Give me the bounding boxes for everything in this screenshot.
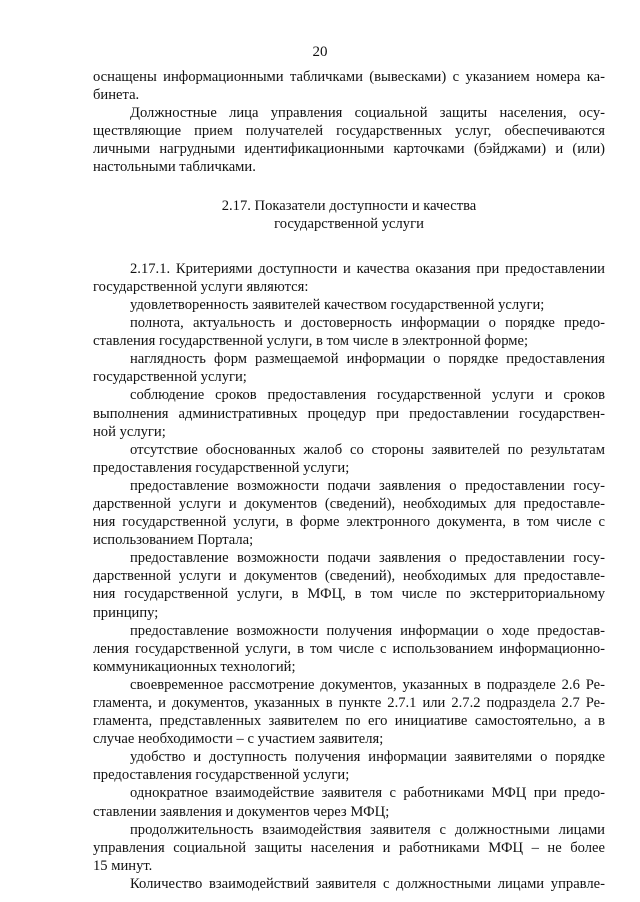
text-line: соблюдение сроков предоставления государственной услуги и сроков	[130, 387, 605, 404]
text-line: предоставления государственной услуги;	[93, 767, 350, 784]
list-item	[93, 386, 605, 440]
list-item	[93, 314, 605, 350]
text-line: предоставления государственной услуги;	[93, 459, 350, 476]
text-line: предоставление возможности подачи заявления о предоставлении госу-	[130, 550, 605, 567]
heading-line: 2.17. Показатели доступности и качества	[221, 197, 477, 214]
text-line: однократное взаимодействие заявителя с работниками МФЦ при предо-	[130, 785, 605, 802]
text-line: настольными табличками.	[93, 159, 256, 176]
page-number: 20	[312, 44, 328, 60]
list-item	[93, 821, 605, 875]
text-line: выполнения административных процедур при предоставлении государствен-	[93, 405, 605, 422]
text-line: ществляющие прием получателей государственных услуг, обеспечиваются	[93, 123, 605, 140]
text-line: дарственной услуги и документов (сведений), необходимых для предоставле-	[93, 568, 605, 585]
text-line: принципу;	[93, 604, 159, 621]
list-item	[93, 477, 605, 549]
text-line: государственной услуги являются:	[93, 278, 309, 295]
text-line: полнота, актуальность и достоверность информации о порядке предо-	[130, 315, 605, 332]
text-line: отсутствие обоснованных жалоб со стороны заявителей по результатам	[130, 441, 605, 458]
heading-line: государственной услуги	[274, 215, 424, 232]
text-line: случае необходимости – с участием заявителя;	[93, 731, 384, 748]
text-line: использованием Портала;	[93, 532, 254, 549]
text-line: 15 минут.	[93, 857, 153, 874]
list-item	[93, 784, 605, 820]
paragraph	[93, 68, 605, 104]
list-item	[93, 622, 605, 676]
list-item	[93, 441, 605, 477]
text-line: ной услуги;	[93, 423, 166, 440]
paragraph	[93, 260, 605, 296]
text-line: удобство и доступность получения информации заявителями о порядке	[130, 749, 605, 766]
text-line: личными нагрудными идентификационными карточками (бэйджами) и (или)	[93, 141, 605, 158]
text-line: ления государственной услуги, в том числе с использованием информационно-	[93, 640, 605, 657]
text-line: ставления государственной услуги, в том числе в электронной форме;	[93, 333, 529, 350]
text-line: оснащены информационными табличками (вывесками) с указанием номера ка-	[93, 69, 605, 85]
text-line: дарственной услуги и документов (сведений), необходимых для предоставле-	[93, 495, 605, 512]
text-line: своевременное рассмотрение документов, указанных в подразделе 2.6 Ре-	[130, 676, 605, 693]
list-item	[93, 676, 605, 748]
paragraph	[93, 875, 605, 893]
text-line: бинета.	[93, 87, 140, 104]
text-line: продолжительность взаимодействия заявителя с должностными лицами	[130, 821, 605, 838]
text-line: наглядность форм размещаемой информации о порядке предоставления	[130, 351, 605, 368]
list-item	[93, 549, 605, 621]
document-body	[93, 68, 605, 893]
section-heading	[93, 197, 605, 233]
text-line: гламента, и документов, указанных в пункте 2.7.1 или 2.7.2 подраздела 2.7 Ре-	[93, 695, 605, 711]
list-item	[93, 748, 605, 784]
text-line: гламента, представленных заявителем по его инициативе самостоятельно, а в	[93, 713, 605, 730]
text-line: Должностные лица управления социальной защиты населения, осу-	[130, 105, 605, 122]
text-line: предоставление возможности получения информации о ходе предостав-	[130, 622, 605, 639]
text-line: ния государственной услуги, в форме электронного документа, в том числе с	[93, 514, 605, 531]
text-line: ставлении заявления и документов через МФЦ;	[93, 803, 390, 820]
list-item	[93, 350, 605, 386]
text-line: управления социальной защиты населения и работниками МФЦ – не более	[93, 839, 605, 856]
text-line: ния государственной услуги, в МФЦ, в том числе по экстерриториальному	[93, 586, 605, 603]
paragraph	[93, 104, 605, 176]
text-line: предоставление возможности подачи заявления о предоставлении госу-	[130, 477, 605, 494]
text-line: государственной услуги;	[93, 369, 247, 386]
list-item	[93, 296, 605, 314]
text-line: Количество взаимодействий заявителя с должностными лицами управле-	[130, 875, 605, 892]
text-line: удовлетворенность заявителей качеством государственной услуги;	[130, 296, 545, 313]
text-line: коммуникационных технологий;	[93, 658, 296, 675]
text-line: 2.17.1. Критериями доступности и качества оказания при предоставлении	[130, 260, 605, 277]
